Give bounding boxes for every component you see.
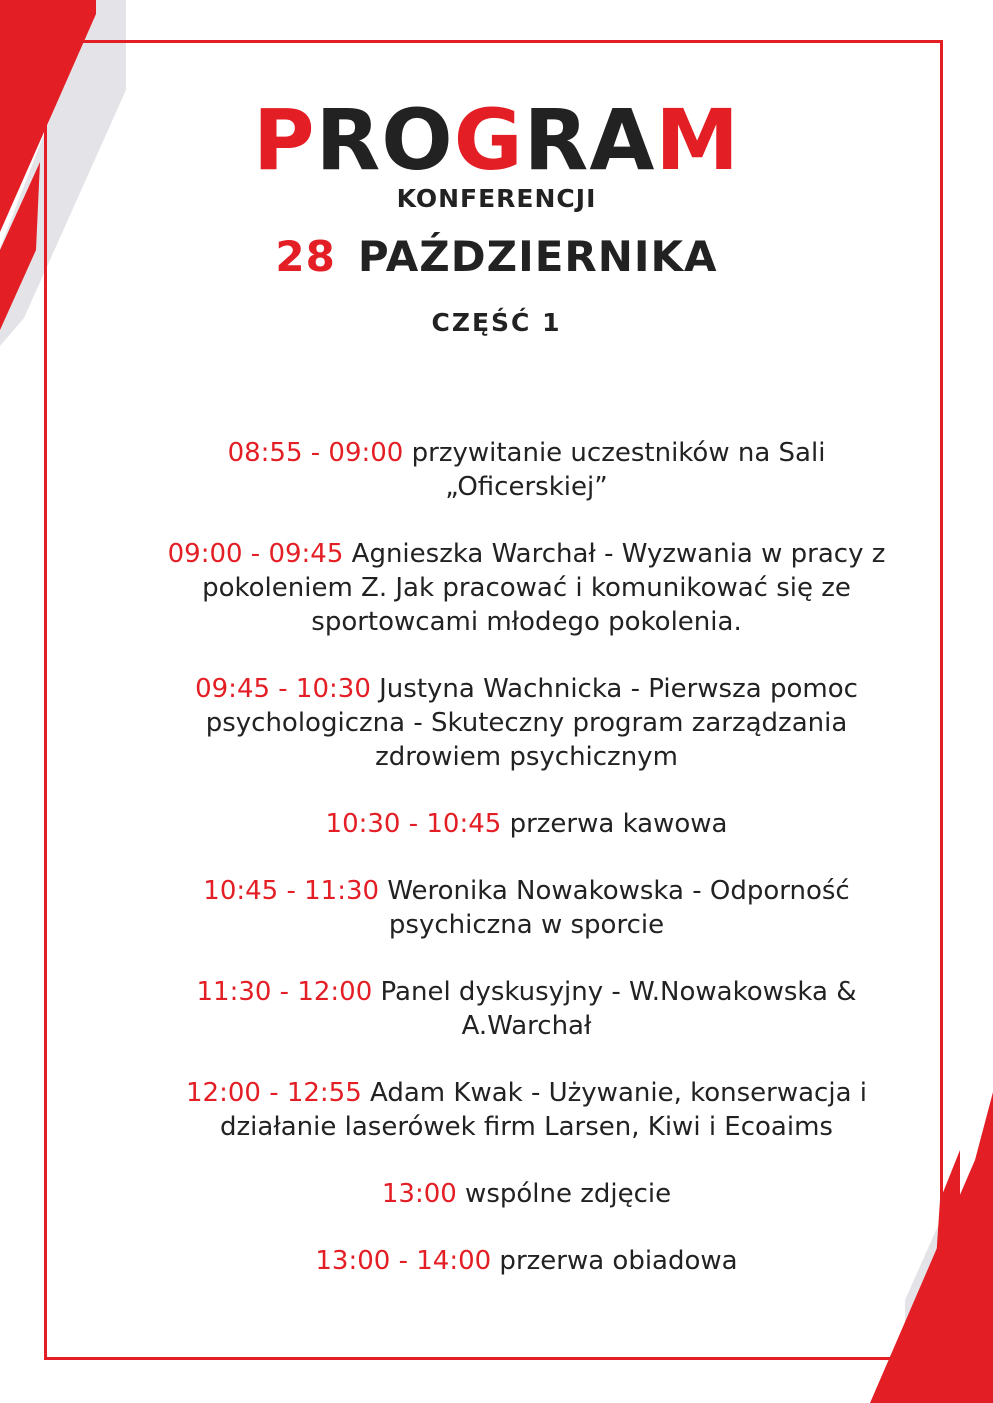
title-part: P [253, 91, 316, 189]
item-text: Panel dyskusyjny - W.Nowakowska & A.Warchał [372, 977, 857, 1041]
item-text: Justyna Wachnicka - Pierwsza pomoc psychologiczna - Skuteczny program zarządzania zdrowiem psychicznym [205, 674, 858, 772]
page-title [0, 90, 993, 190]
item-text: wspólne zdjęcie [456, 1179, 672, 1209]
item-time: 09:00 - 09:45 [167, 539, 344, 569]
program-item [150, 1244, 903, 1278]
program-item [150, 975, 903, 1043]
program-item [150, 436, 903, 504]
title-part: M [655, 91, 740, 189]
program-item [150, 672, 903, 774]
program-item [150, 874, 903, 942]
item-text: Agnieszka Warchał - Wyzwania w pracy z pokoleniem Z. Jak pracować i komunikować się ze sportowcami młodego pokolenia. [202, 539, 886, 637]
item-text: przerwa obiadowa [491, 1246, 738, 1276]
item-text: Adam Kwak - Używanie, konserwacja i działanie laserówek firm Larsen, Kiwi i Ecoaims [220, 1078, 867, 1142]
date-month: PAŹDZIERNIKA [357, 232, 718, 281]
item-time: 12:00 - 12:55 [186, 1078, 362, 1108]
item-time: 10:45 - 11:30 [203, 876, 380, 906]
title-part: RO [315, 91, 454, 189]
item-text: przerwa kawowa [501, 809, 728, 839]
part-label: CZĘŚĆ 1 [431, 308, 562, 337]
item-text: przywitanie uczestników na Sali „Oficerskiej” [403, 438, 826, 502]
program-item [150, 1076, 903, 1144]
date-day: 28 [275, 232, 336, 281]
item-time: 13:00 [381, 1179, 457, 1209]
subtitle: KONFERENCJI [396, 184, 597, 213]
program-item [150, 807, 903, 841]
item-text: Weronika Nowakowska - Odporność psychiczna w sporcie [379, 876, 850, 940]
item-time: 08:55 - 09:00 [227, 438, 404, 468]
item-time: 10:30 - 10:45 [325, 809, 502, 839]
item-time: 09:45 - 10:30 [195, 674, 371, 704]
item-time: 11:30 - 12:00 [196, 977, 373, 1007]
title-part: RA [523, 91, 656, 189]
item-time: 13:00 - 14:00 [315, 1246, 492, 1276]
conference-date [0, 232, 993, 281]
title-part: G [453, 91, 524, 189]
program-item [150, 1177, 903, 1211]
program-item [150, 537, 903, 639]
program-list [150, 436, 903, 1311]
